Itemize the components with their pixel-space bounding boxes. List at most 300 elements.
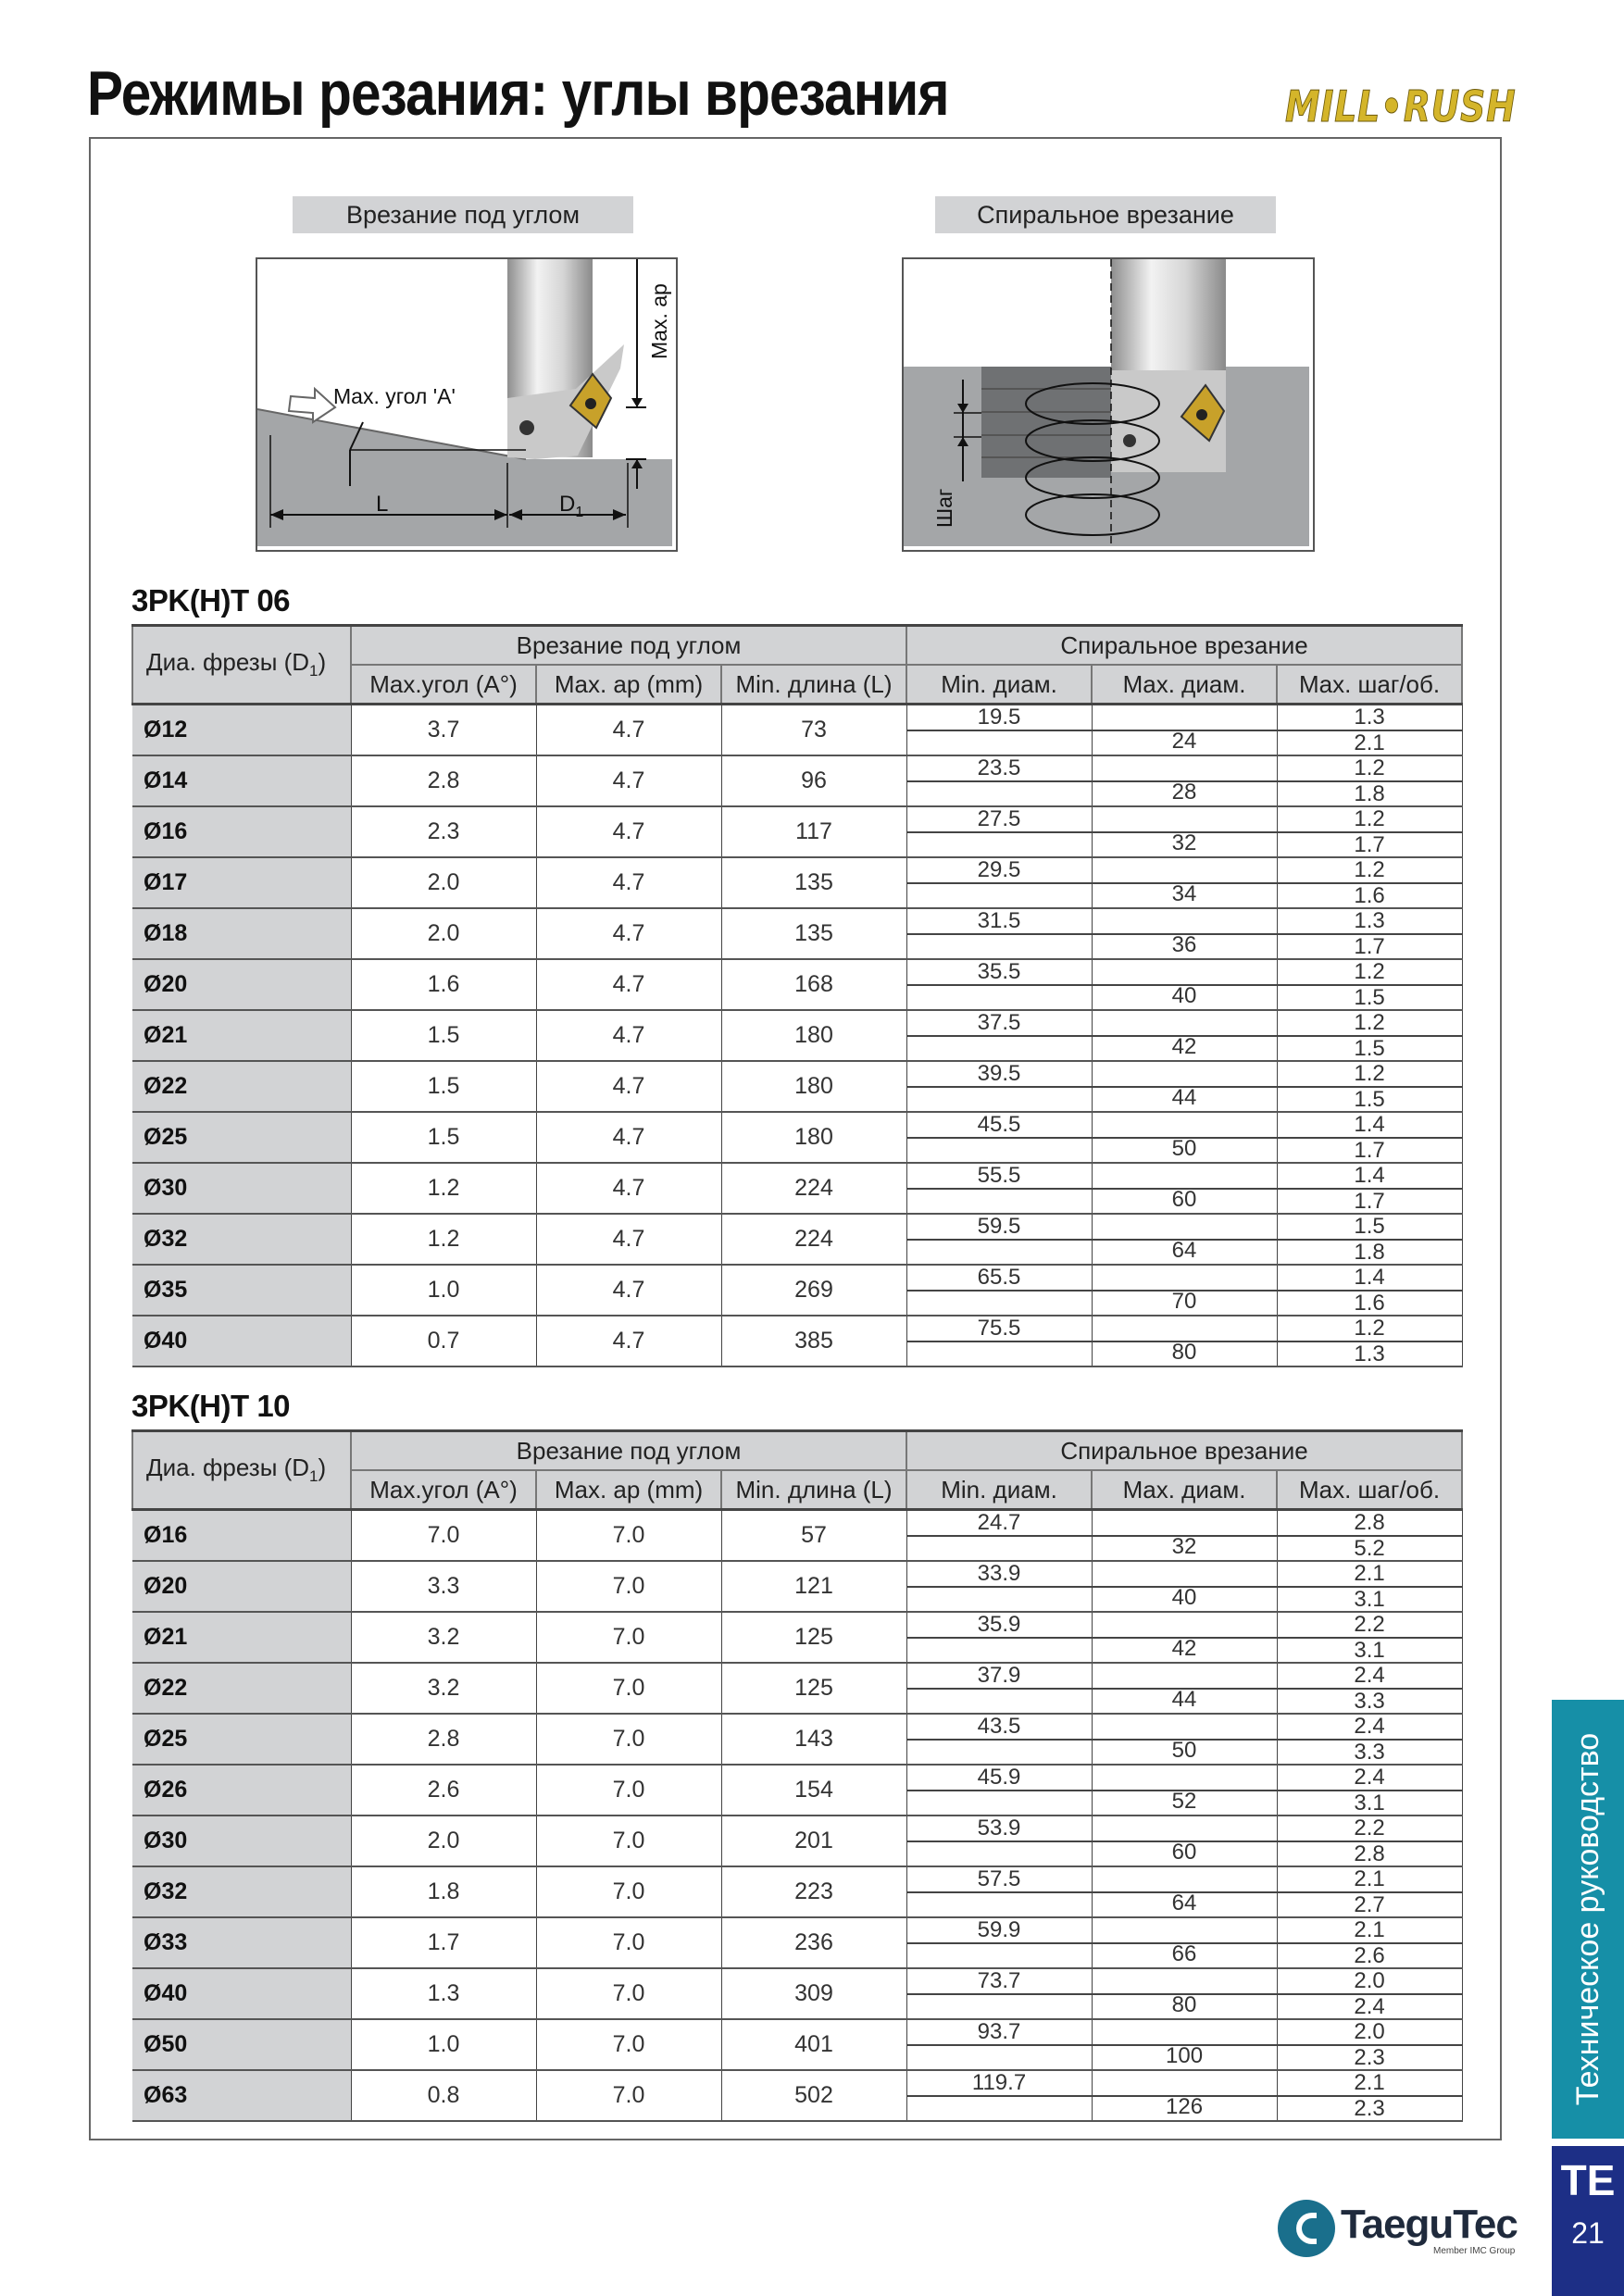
cell-diameter: Ø14 (132, 755, 351, 806)
cell-min-length: 121 (721, 1561, 906, 1612)
pitch-value-max: 2.3 (1354, 2045, 1385, 2070)
cell-max-pitch (1277, 908, 1462, 959)
mill-rush-logo: MILL•RUSH (1285, 81, 1517, 131)
cell-min-length: 401 (721, 2019, 906, 2070)
taegutec-logo (1278, 2198, 1518, 2263)
min-dia-value: 31.5 (977, 908, 1021, 933)
cell-min-length: 309 (721, 1968, 906, 2019)
cell-max-angle: 2.6 (351, 1765, 536, 1816)
cell-max-ap: 7.0 (536, 1968, 721, 2019)
pitch-value-min: 2.1 (1354, 1917, 1385, 1942)
header-group-helix: Спиральное врезание (906, 626, 1462, 666)
page-title: Режимы резания: углы врезания (87, 58, 949, 129)
cell-diameter: Ø22 (132, 1061, 351, 1112)
pitch-value-max: 1.7 (1354, 1138, 1385, 1163)
header-min-length: Min. длина (L) (721, 665, 906, 705)
cell-min-length: 117 (721, 806, 906, 857)
cell-diameter: Ø22 (132, 1663, 351, 1714)
min-dia-value: 33.9 (977, 1561, 1021, 1586)
pitch-value-min: 1.2 (1354, 755, 1385, 780)
pitch-value-min: 2.2 (1354, 1816, 1385, 1841)
cell-min-length: 143 (721, 1714, 906, 1765)
cell-max-dia (1092, 857, 1277, 908)
min-dia-value: 59.9 (977, 1917, 1021, 1942)
cell-max-angle: 7.0 (351, 1510, 536, 1562)
table-row (132, 1061, 1462, 1112)
cell-min-length: 180 (721, 1061, 906, 1112)
cell-min-dia (906, 2019, 1092, 2070)
cell-min-length: 269 (721, 1265, 906, 1316)
table-title-06: 3PK(H)T 06 (131, 583, 291, 618)
pitch-value-max: 2.8 (1354, 1841, 1385, 1866)
min-dia-value: 29.5 (977, 857, 1021, 882)
min-dia-value: 37.5 (977, 1010, 1021, 1035)
cell-max-dia (1092, 1214, 1277, 1265)
cell-max-pitch (1277, 1816, 1462, 1866)
pitch-value-min: 2.1 (1354, 1866, 1385, 1891)
cell-min-dia (906, 1214, 1092, 1265)
cell-max-dia (1092, 1510, 1277, 1562)
max-dia-value: 64 (1171, 1238, 1197, 1263)
pitch-value-min: 1.2 (1354, 1316, 1385, 1341)
cell-max-pitch (1277, 2019, 1462, 2070)
cell-max-ap: 7.0 (536, 1765, 721, 1816)
cell-max-dia (1092, 705, 1277, 756)
cell-min-dia (906, 705, 1092, 756)
cell-max-angle: 3.2 (351, 1612, 536, 1663)
max-dia-value: 80 (1171, 1340, 1197, 1365)
cell-min-length: 502 (721, 2070, 906, 2121)
header-group-helix: Спиральное врезание (906, 1431, 1462, 1471)
cell-max-ap: 7.0 (536, 1866, 721, 1917)
pitch-value-max: 1.6 (1354, 1291, 1385, 1316)
min-dia-value: 24.7 (977, 1510, 1021, 1535)
max-dia-value: 100 (1166, 2043, 1204, 2068)
pitch-value-max: 2.1 (1354, 730, 1385, 755)
max-dia-value: 32 (1171, 830, 1197, 855)
table-title-10: 3PK(H)T 10 (131, 1389, 291, 1423)
cell-max-ap: 7.0 (536, 1663, 721, 1714)
header-dia: Диа. фрезы $(D_1)$ (132, 626, 351, 705)
cell-max-dia (1092, 1112, 1277, 1163)
cell-max-ap: 7.0 (536, 1714, 721, 1765)
cell-max-angle: 3.3 (351, 1561, 536, 1612)
cell-diameter: Ø21 (132, 1010, 351, 1061)
pitch-value-min: 1.2 (1354, 1061, 1385, 1086)
cell-max-ap: 7.0 (536, 1917, 721, 1968)
cell-max-ap: 7.0 (536, 2070, 721, 2121)
diameter-label-sub: 1 (575, 505, 584, 520)
cell-max-ap: 7.0 (536, 1510, 721, 1562)
cell-max-dia (1092, 1010, 1277, 1061)
pitch-value-max: 1.6 (1354, 883, 1385, 908)
table-row (132, 806, 1462, 857)
ramping-diagram-label: Врезание под углом (293, 196, 633, 233)
cell-min-dia (906, 857, 1092, 908)
header-max-ap: Max. ap (mm) (536, 665, 721, 705)
header-max-dia: Max. диам. (1092, 1470, 1277, 1510)
cell-max-pitch (1277, 1112, 1462, 1163)
cell-diameter: Ø18 (132, 908, 351, 959)
max-dia-value: 126 (1166, 2094, 1204, 2119)
cell-max-pitch (1277, 705, 1462, 756)
cell-max-angle: 1.5 (351, 1061, 536, 1112)
cell-max-ap: 4.7 (536, 857, 721, 908)
cell-min-dia (906, 1816, 1092, 1866)
cell-max-ap: 4.7 (536, 1316, 721, 1366)
min-dia-value: 43.5 (977, 1714, 1021, 1739)
cell-max-angle: 3.7 (351, 705, 536, 756)
cell-min-length: 168 (721, 959, 906, 1010)
pitch-value-max: 1.5 (1354, 985, 1385, 1010)
min-dia-value: 75.5 (977, 1316, 1021, 1341)
pitch-value-min: 1.5 (1354, 1214, 1385, 1239)
min-dia-value: 65.5 (977, 1265, 1021, 1290)
min-dia-value: 39.5 (977, 1061, 1021, 1086)
cell-max-pitch (1277, 959, 1462, 1010)
cell-diameter: Ø40 (132, 1316, 351, 1366)
cell-min-dia (906, 1061, 1092, 1112)
cell-max-angle: 1.7 (351, 1917, 536, 1968)
cell-diameter: Ø30 (132, 1816, 351, 1866)
cell-max-pitch (1277, 1214, 1462, 1265)
pitch-value-min: 2.1 (1354, 2070, 1385, 2095)
cell-min-dia (906, 1612, 1092, 1663)
cell-max-ap: 4.7 (536, 755, 721, 806)
pitch-value-max: 2.7 (1354, 1892, 1385, 1917)
cell-max-ap: 4.7 (536, 1010, 721, 1061)
cell-max-dia (1092, 1265, 1277, 1316)
pitch-value-max: 2.4 (1354, 1994, 1385, 2019)
cell-max-angle: 2.3 (351, 806, 536, 857)
cell-min-dia (906, 1714, 1092, 1765)
cell-min-length: 57 (721, 1510, 906, 1562)
cell-diameter: Ø16 (132, 1510, 351, 1562)
table-row (132, 908, 1462, 959)
max-dia-value: 28 (1171, 780, 1197, 805)
cell-min-dia (906, 2070, 1092, 2121)
table-row (132, 1663, 1462, 1714)
pitch-value-min: 1.2 (1354, 857, 1385, 882)
cell-max-angle: 1.2 (351, 1214, 536, 1265)
cell-max-dia (1092, 755, 1277, 806)
cell-max-angle: 2.0 (351, 857, 536, 908)
cell-max-dia (1092, 2019, 1277, 2070)
cell-diameter: Ø33 (132, 1917, 351, 1968)
header-max-pitch: Max. шаг/об. (1277, 1470, 1462, 1510)
cell-min-length: 224 (721, 1163, 906, 1214)
pitch-value-max: 1.7 (1354, 934, 1385, 959)
pitch-value-min: 1.2 (1354, 806, 1385, 831)
cell-max-dia (1092, 1316, 1277, 1366)
min-dia-value: 53.9 (977, 1816, 1021, 1841)
max-dia-value: 44 (1171, 1085, 1197, 1110)
cell-max-pitch (1277, 1917, 1462, 1968)
max-dia-value: 60 (1171, 1187, 1197, 1212)
cell-max-pitch (1277, 1061, 1462, 1112)
taegutec-mark-icon (1278, 2200, 1335, 2257)
cell-max-dia (1092, 1663, 1277, 1714)
cell-max-angle: 1.5 (351, 1010, 536, 1061)
page-index-tab (1552, 2146, 1624, 2296)
cell-max-angle: 1.6 (351, 959, 536, 1010)
header-max-angle: Max.угол (A°) (351, 1470, 536, 1510)
cell-min-length: 135 (721, 908, 906, 959)
cell-min-length: 154 (721, 1765, 906, 1816)
table-row (132, 1816, 1462, 1866)
max-dia-value: 40 (1171, 1585, 1197, 1610)
min-dia-value: 37.9 (977, 1663, 1021, 1688)
cell-min-length: 223 (721, 1866, 906, 1917)
max-dia-value: 60 (1171, 1840, 1197, 1865)
section-side-tab-label: Техническое руководство (1570, 1732, 1605, 2106)
cell-min-dia (906, 1265, 1092, 1316)
cell-diameter: Ø35 (132, 1265, 351, 1316)
table-row (132, 1265, 1462, 1316)
cell-max-dia (1092, 1917, 1277, 1968)
cell-max-pitch (1277, 1561, 1462, 1612)
pitch-value-min: 1.3 (1354, 705, 1385, 730)
max-dia-value: 44 (1171, 1687, 1197, 1712)
min-dia-value: 93.7 (977, 2019, 1021, 2044)
cell-max-dia (1092, 1561, 1277, 1612)
cell-max-pitch (1277, 1163, 1462, 1214)
cell-min-dia (906, 959, 1092, 1010)
pitch-value-max: 3.3 (1354, 1689, 1385, 1714)
cell-max-angle: 1.0 (351, 2019, 536, 2070)
header-dia: Диа. фрезы $(D_1)$ (132, 1431, 351, 1510)
page-number: 21 (1571, 2216, 1605, 2250)
min-dia-value: 73.7 (977, 1968, 1021, 1993)
max-dia-value: 70 (1171, 1289, 1197, 1314)
pitch-value-min: 1.4 (1354, 1163, 1385, 1188)
cell-min-length: 236 (721, 1917, 906, 1968)
cell-max-dia (1092, 1968, 1277, 2019)
cell-diameter: Ø16 (132, 806, 351, 857)
pitch-value-max: 3.1 (1354, 1791, 1385, 1816)
cell-min-dia (906, 1917, 1092, 1968)
cell-diameter: Ø32 (132, 1866, 351, 1917)
cell-max-angle: 2.0 (351, 1816, 536, 1866)
table-row (132, 1714, 1462, 1765)
min-dia-value: 35.9 (977, 1612, 1021, 1637)
min-dia-value: 119.7 (971, 2070, 1027, 2095)
pitch-value-max: 2.3 (1354, 2096, 1385, 2121)
helical-diagram-label: Спиральное врезание (935, 196, 1276, 233)
table-row (132, 1163, 1462, 1214)
table-row (132, 1010, 1462, 1061)
cell-max-ap: 4.7 (536, 1061, 721, 1112)
cell-min-dia (906, 908, 1092, 959)
section-code: TE (1560, 2156, 1616, 2204)
cell-diameter: Ø50 (132, 2019, 351, 2070)
pitch-value-max: 3.3 (1354, 1740, 1385, 1765)
pitch-label: Шаг (932, 488, 956, 528)
cell-min-length: 73 (721, 705, 906, 756)
cell-diameter: Ø17 (132, 857, 351, 908)
pitch-value-max: 1.5 (1354, 1036, 1385, 1061)
max-dia-value: 80 (1171, 1992, 1197, 2017)
cell-max-ap: 4.7 (536, 1112, 721, 1163)
max-dia-value: 66 (1171, 1941, 1197, 1966)
cell-diameter: Ø12 (132, 705, 351, 756)
cell-max-angle: 1.0 (351, 1265, 536, 1316)
cell-min-length: 125 (721, 1612, 906, 1663)
cell-min-dia (906, 1561, 1092, 1612)
pitch-value-max: 1.7 (1354, 832, 1385, 857)
header-group-ramp: Врезание под углом (351, 1431, 906, 1471)
cell-min-length: 201 (721, 1816, 906, 1866)
cell-max-dia (1092, 806, 1277, 857)
cell-max-angle: 2.8 (351, 1714, 536, 1765)
cell-diameter: Ø30 (132, 1163, 351, 1214)
pitch-value-min: 1.2 (1354, 1010, 1385, 1035)
cell-max-dia (1092, 2070, 1277, 2121)
pitch-value-min: 2.4 (1354, 1714, 1385, 1739)
cell-min-length: 180 (721, 1112, 906, 1163)
header-max-angle: Max.угол (A°) (351, 665, 536, 705)
table-row (132, 1765, 1462, 1816)
pitch-value-max: 1.5 (1354, 1087, 1385, 1112)
pitch-value-min: 2.4 (1354, 1765, 1385, 1790)
min-dia-value: 23.5 (977, 755, 1021, 780)
pitch-value-max: 1.3 (1354, 1341, 1385, 1366)
cell-max-ap: 4.7 (536, 1163, 721, 1214)
max-dia-value: 34 (1171, 881, 1197, 906)
pitch-value-min: 1.3 (1354, 908, 1385, 933)
min-dia-value: 55.5 (977, 1163, 1021, 1188)
cell-max-pitch (1277, 1714, 1462, 1765)
cell-max-ap: 7.0 (536, 1561, 721, 1612)
max-dia-value: 64 (1171, 1890, 1197, 1915)
pitch-value-max: 3.1 (1354, 1587, 1385, 1612)
cell-max-ap: 4.7 (536, 1265, 721, 1316)
cell-min-dia (906, 755, 1092, 806)
helical-diagram (902, 257, 1315, 552)
table-row (132, 1112, 1462, 1163)
diameter-label: D (559, 492, 576, 517)
cell-max-dia (1092, 1714, 1277, 1765)
cell-max-dia (1092, 1765, 1277, 1816)
cell-max-ap: 7.0 (536, 2019, 721, 2070)
cell-min-length: 224 (721, 1214, 906, 1265)
pitch-value-min: 2.4 (1354, 1663, 1385, 1688)
cell-max-ap: 4.7 (536, 1214, 721, 1265)
cell-max-angle: 0.7 (351, 1316, 536, 1366)
pitch-value-min: 2.0 (1354, 1968, 1385, 1993)
pitch-value-max: 1.7 (1354, 1189, 1385, 1214)
cell-min-dia (906, 1316, 1092, 1366)
pitch-value-min: 2.1 (1354, 1561, 1385, 1586)
max-dia-value: 42 (1171, 1034, 1197, 1059)
table-row (132, 2019, 1462, 2070)
table-row (132, 1214, 1462, 1265)
cell-diameter: Ø32 (132, 1214, 351, 1265)
cell-max-angle: 1.2 (351, 1163, 536, 1214)
min-dia-value: 45.9 (977, 1765, 1021, 1790)
cell-max-pitch (1277, 1612, 1462, 1663)
pitch-value-max: 1.8 (1354, 1240, 1385, 1265)
cell-max-pitch (1277, 1010, 1462, 1061)
cell-max-angle: 3.2 (351, 1663, 536, 1714)
cell-max-ap: 4.7 (536, 959, 721, 1010)
table-row (132, 857, 1462, 908)
max-dia-value: 42 (1171, 1636, 1197, 1661)
min-dia-value: 19.5 (977, 705, 1021, 730)
cell-max-ap: 7.0 (536, 1816, 721, 1866)
header-min-length: Min. длина (L) (721, 1470, 906, 1510)
length-label: L (376, 492, 389, 517)
cell-min-dia (906, 1010, 1092, 1061)
cell-max-pitch (1277, 1265, 1462, 1316)
taegutec-subline: Member IMC Group (1433, 2246, 1516, 2256)
table-row (132, 755, 1462, 806)
cell-min-dia (906, 1163, 1092, 1214)
cell-max-pitch (1277, 1316, 1462, 1366)
cell-min-dia (906, 1866, 1092, 1917)
pitch-value-max: 5.2 (1354, 1536, 1385, 1561)
cell-max-pitch (1277, 1510, 1462, 1562)
cell-max-angle: 1.3 (351, 1968, 536, 2019)
cell-diameter: Ø20 (132, 1561, 351, 1612)
table-row (132, 1866, 1462, 1917)
header-max-dia: Max. диам. (1092, 665, 1277, 705)
header-min-dia: Min. диам. (906, 665, 1092, 705)
cell-diameter: Ø63 (132, 2070, 351, 2121)
cell-max-ap: 7.0 (536, 1612, 721, 1663)
max-dia-value: 40 (1171, 983, 1197, 1008)
table-row (132, 705, 1462, 756)
header-group-ramp: Врезание под углом (351, 626, 906, 666)
cell-max-dia (1092, 1816, 1277, 1866)
pitch-value-max: 2.6 (1354, 1943, 1385, 1968)
cell-min-dia (906, 1663, 1092, 1714)
table-row (132, 959, 1462, 1010)
cell-max-ap: 4.7 (536, 908, 721, 959)
min-dia-value: 59.5 (977, 1214, 1021, 1239)
cell-diameter: Ø26 (132, 1765, 351, 1816)
pitch-value-min: 2.2 (1354, 1612, 1385, 1637)
cell-max-angle: 2.8 (351, 755, 536, 806)
max-dia-value: 52 (1171, 1789, 1197, 1814)
cell-max-ap: 4.7 (536, 705, 721, 756)
cell-min-dia (906, 806, 1092, 857)
header-min-dia: Min. диам. (906, 1470, 1092, 1510)
max-dia-value: 50 (1171, 1738, 1197, 1763)
cell-min-length: 96 (721, 755, 906, 806)
max-angle-label: Max. угол 'A' (333, 384, 456, 408)
cell-max-pitch (1277, 1968, 1462, 2019)
cell-max-angle: 1.5 (351, 1112, 536, 1163)
table-row (132, 2070, 1462, 2121)
cell-min-length: 135 (721, 857, 906, 908)
min-dia-value: 45.5 (977, 1112, 1021, 1137)
pitch-value-max: 1.8 (1354, 781, 1385, 806)
max-dia-value: 50 (1171, 1136, 1197, 1161)
taegutec-wordmark: TaeguTec (1341, 2202, 1518, 2247)
cell-min-length: 125 (721, 1663, 906, 1714)
header-max-ap: Max. ap (mm) (536, 1470, 721, 1510)
cell-diameter: Ø40 (132, 1968, 351, 2019)
cell-max-pitch (1277, 1663, 1462, 1714)
cutting-table-06 (131, 624, 1463, 1367)
cell-min-length: 180 (721, 1010, 906, 1061)
cell-diameter: Ø25 (132, 1112, 351, 1163)
min-dia-value: 27.5 (977, 806, 1021, 831)
max-dia-value: 32 (1171, 1534, 1197, 1559)
cell-diameter: Ø21 (132, 1612, 351, 1663)
cell-max-dia (1092, 1866, 1277, 1917)
